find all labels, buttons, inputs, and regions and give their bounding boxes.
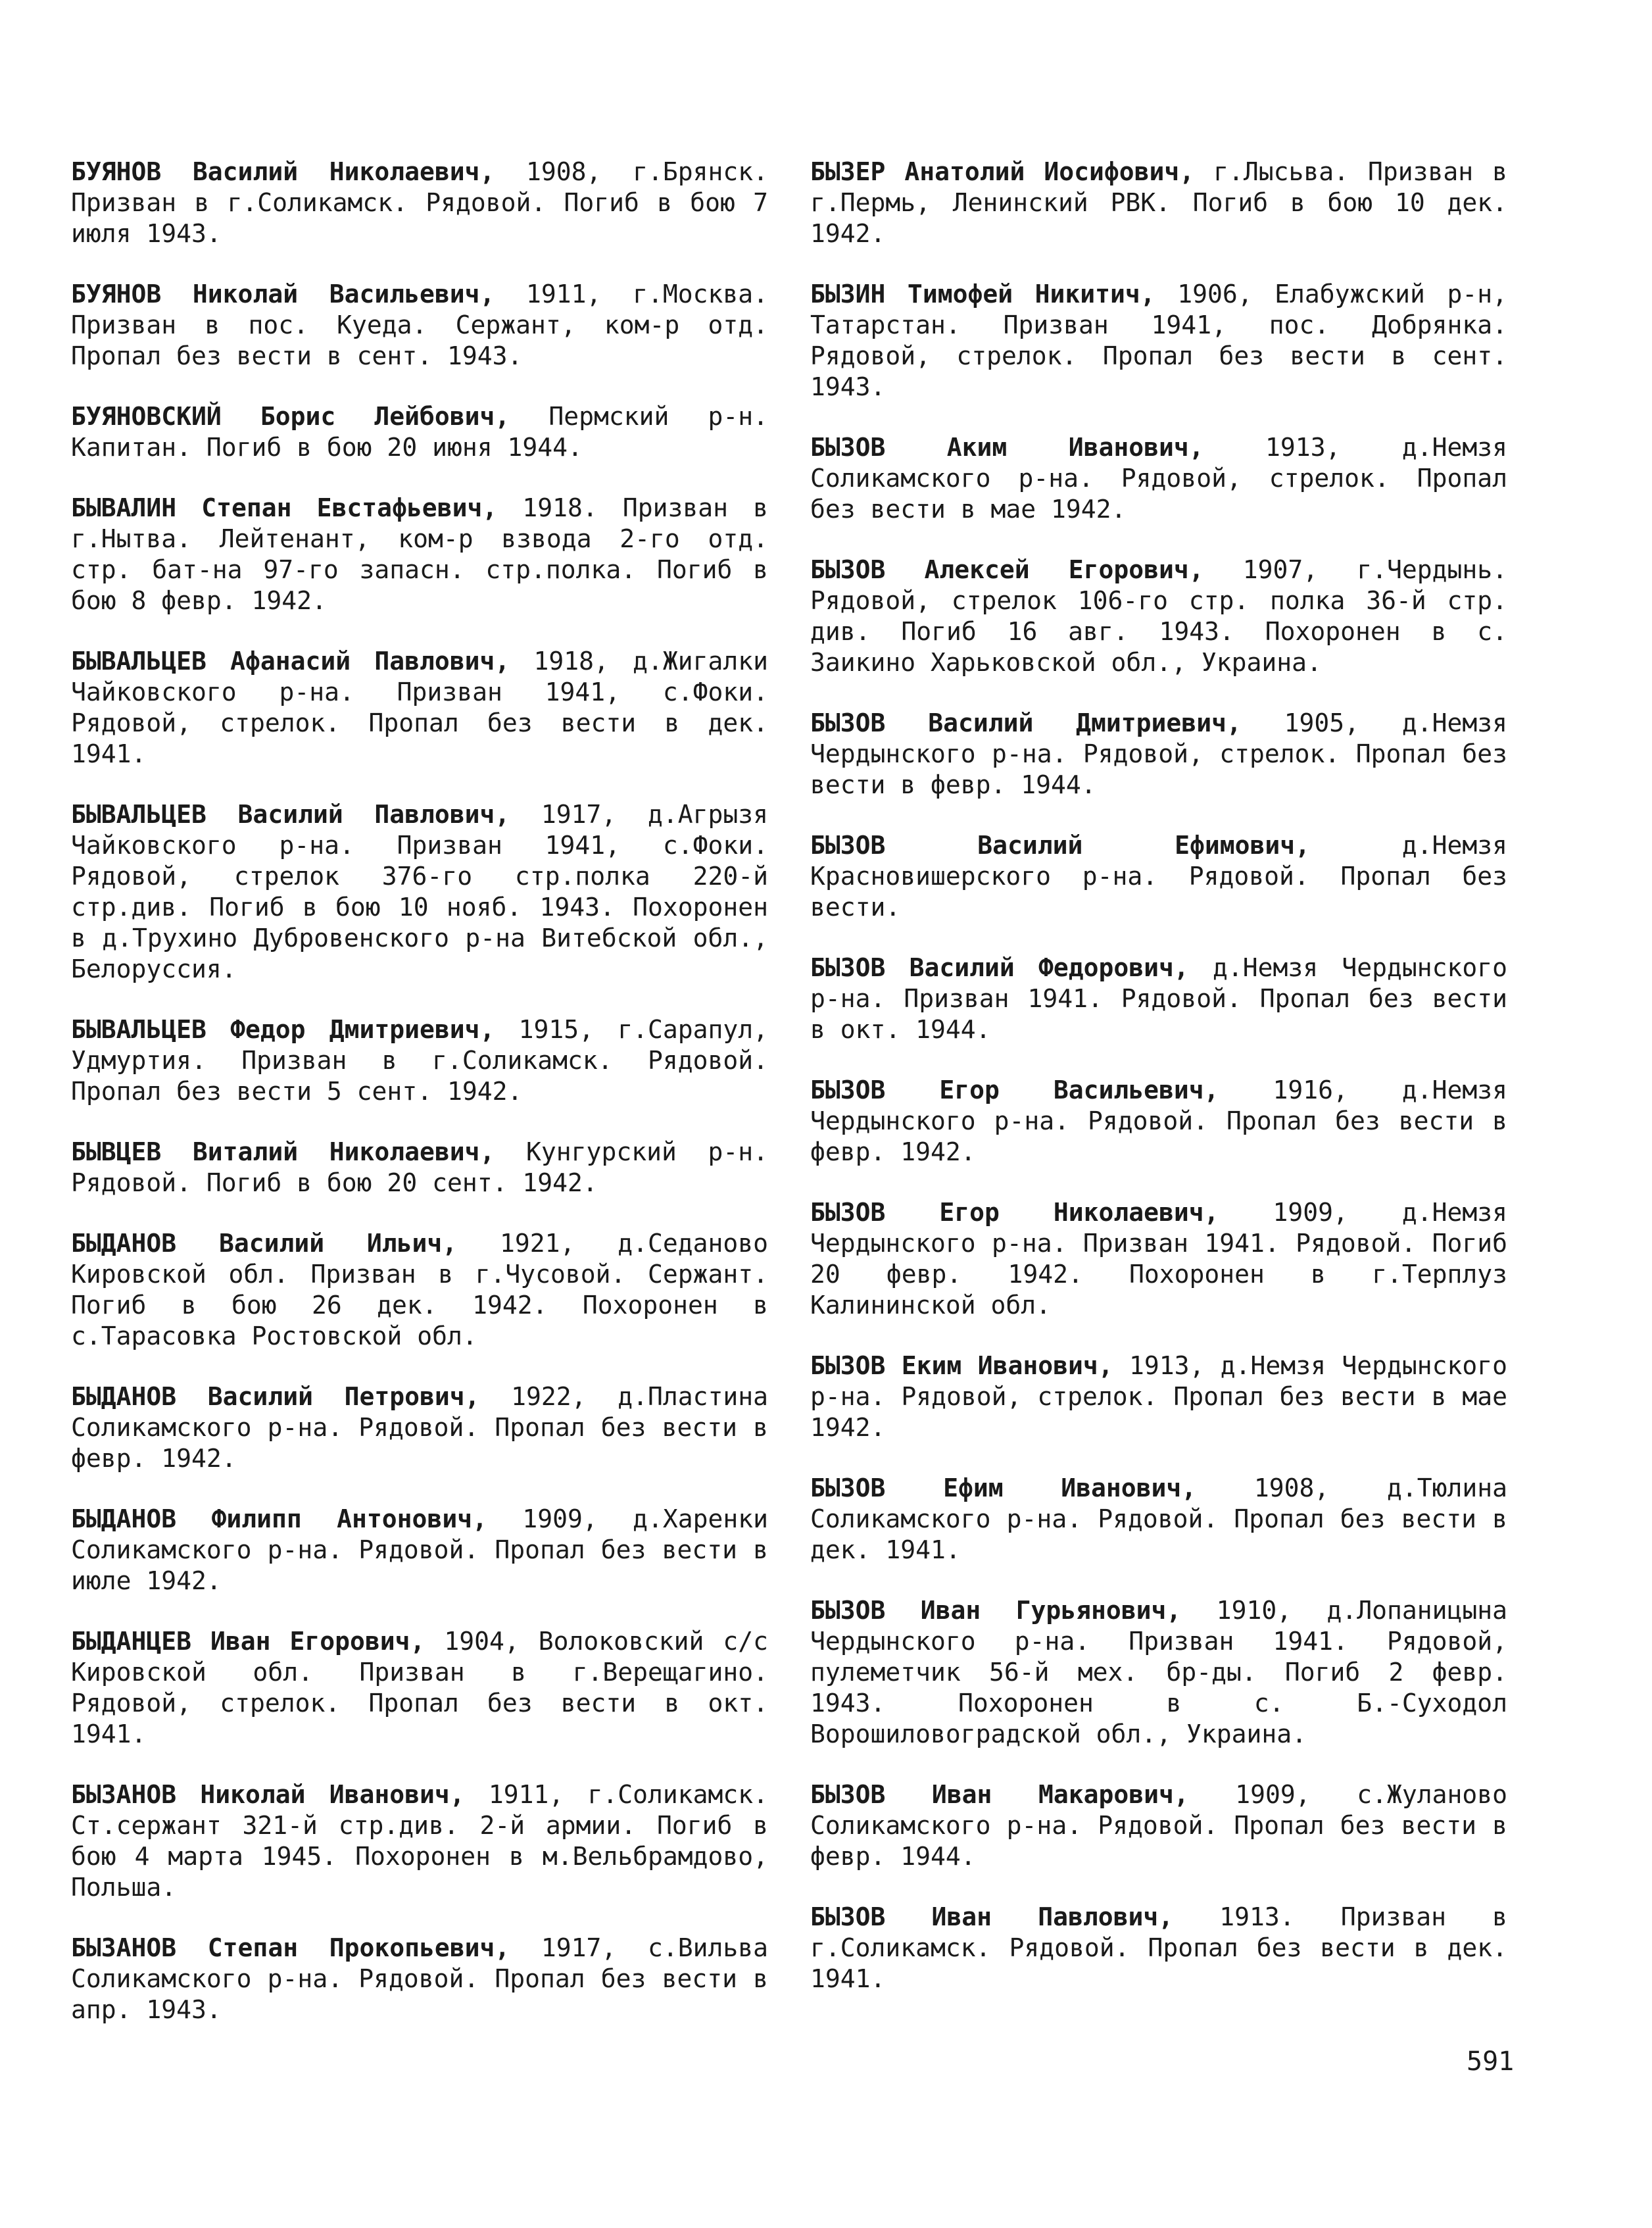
biography-entry bbox=[71, 157, 768, 249]
entry-name: БЫДАНЦЕВ Иван Егорович, bbox=[71, 1627, 425, 1656]
entry-name: БЫЗОВ Иван Павлович, bbox=[810, 1902, 1174, 1931]
entry-text: 1908, г.Брянск. Призван в г.Соликамск. Рядовой. Погиб в бою 7 июля 1943. bbox=[71, 157, 768, 248]
biography-entry bbox=[810, 555, 1507, 678]
biography-entry bbox=[810, 1473, 1507, 1566]
biography-entry bbox=[810, 1350, 1507, 1443]
biography-entry bbox=[810, 1075, 1507, 1168]
page-number: 591 bbox=[1467, 2046, 1515, 2077]
entry-name: БЫЗАНОВ Степан Прокопьевич, bbox=[71, 1933, 510, 1962]
entry-name: БУЯНОВ Василий Николаевич, bbox=[71, 157, 495, 186]
biography-entry bbox=[810, 432, 1507, 525]
biography-entry bbox=[71, 1504, 768, 1597]
entry-text: Пермский р-н. Капитан. Погиб в бою 20 июня 1944. bbox=[71, 402, 768, 462]
entry-text: 1917, с.Вильва Соликамского р-на. Рядовой. Пропал без вести в апр. 1943. bbox=[71, 1933, 768, 2024]
entry-text: 1911, г.Москва. Призван в пос. Куеда. Сержант, ком-р отд. Пропал без вести в сент. 1943. bbox=[71, 280, 768, 370]
entry-text: 1922, д.Пластина Соликамского р-на. Рядовой. Пропал без вести в февр. 1942. bbox=[71, 1382, 768, 1473]
entry-text: 1904, Волоковский с/с Кировской обл. Призван в г.Верещагино. Рядовой, стрелок. Пропал без вести в окт. 1941. bbox=[71, 1627, 768, 1748]
entry-name: БЫЗОВ Егор Николаевич, bbox=[810, 1198, 1219, 1227]
biography-entry bbox=[810, 830, 1507, 923]
entry-text: 1916, д.Немзя Чердынского р-на. Рядовой. Пропал без вести в февр. 1942. bbox=[810, 1076, 1507, 1166]
entry-text: 1918. Призван в г.Нытва. Лейтенант, ком-р взвода 2-го отд. стр. бат-на 97-го запасн. стр.полка. Погиб в бою 8 февр. 1942. bbox=[71, 493, 768, 615]
entry-name: БУЯНОВСКИЙ Борис Лейбович, bbox=[71, 402, 510, 431]
entry-name: БЫДАНОВ Василий Ильич, bbox=[71, 1229, 458, 1258]
entry-name: БЫДАНОВ Василий Петрович, bbox=[71, 1382, 480, 1411]
biography-entry bbox=[71, 279, 768, 372]
biography-entry bbox=[810, 1595, 1507, 1750]
biography-entry bbox=[810, 157, 1507, 249]
entry-name: БЫЗИН Тимофей Никитич, bbox=[810, 280, 1155, 309]
entry-name: БЫЗОВ Алексей Егорович, bbox=[810, 555, 1204, 584]
biography-entry bbox=[71, 646, 768, 770]
entry-text: 1913, д.Немзя Чердынского р-на. Рядовой, стрелок. Пропал без вести в мае 1942. bbox=[810, 1351, 1508, 1442]
entry-name: БЫВАЛИН Степан Евстафьевич, bbox=[71, 493, 498, 522]
right-column bbox=[810, 157, 1507, 2024]
biography-entry bbox=[71, 1381, 768, 1474]
biography-entry bbox=[810, 953, 1507, 1045]
entry-name: БЫВАЛЬЦЕВ Афанасий Павлович, bbox=[71, 647, 510, 676]
biography-entry bbox=[810, 279, 1507, 403]
biography-entry bbox=[810, 708, 1507, 801]
biography-entry bbox=[71, 1228, 768, 1352]
entry-text: 1915, г.Сарапул, Удмуртия. Призван в г.Соликамск. Рядовой. Пропал без вести 5 сент. 1942. bbox=[71, 1015, 768, 1106]
entry-text: 1921, д.Седаново Кировской обл. Призван в г.Чусовой. Сержант. Погиб в бою 26 дек. 1942. Похоронен в с.Тарасовка Ростовской обл. bbox=[71, 1229, 768, 1350]
entry-text: 1906, Елабужский р-н, Татарстан. Призван 1941, пос. Добрянка. Рядовой, стрелок. Пропал без вести в сент. 1943. bbox=[810, 280, 1507, 401]
entry-name: БЫЗОВ Василий Дмитриевич, bbox=[810, 708, 1242, 737]
entry-text: 1913. Призван в г.Соликамск. Рядовой. Пропал без вести в дек. 1941. bbox=[810, 1902, 1508, 1993]
biography-entry bbox=[71, 493, 768, 616]
biography-entry bbox=[71, 1014, 768, 1107]
entry-name: БЫЗОВ Иван Гурьянович, bbox=[810, 1596, 1182, 1625]
entry-name: БЫЗОВ Егор Васильевич, bbox=[810, 1076, 1219, 1104]
entry-text: 1913, д.Немзя Соликамского р-на. Рядовой, стрелок. Пропал без вести в мае 1942. bbox=[810, 433, 1508, 524]
entry-name: БЫЗОВ Иван Макарович, bbox=[810, 1780, 1189, 1809]
entry-text: г.Лысьва. Призван в г.Пермь, Ленинский РВК. Погиб в бою 10 дек. 1942. bbox=[810, 157, 1508, 248]
entry-text: 1917, д.Агрызя Чайковского р-на. Призван 1941, с.Фоки. Рядовой, стрелок 376-го стр.полка 220-й стр.див. Погиб в бою 10 нояб. 1943. Похоронен в д.Трухино Дубровенского р-на Витебской обл., Белоруссия. bbox=[71, 800, 768, 983]
entry-name: БЫДАНОВ Филипп Антонович, bbox=[71, 1504, 487, 1533]
entry-name: БЫВАЛЬЦЕВ Федор Дмитриевич, bbox=[71, 1015, 495, 1044]
biography-entry bbox=[810, 1779, 1507, 1872]
entry-name: БЫЗОВ Василий Федорович, bbox=[810, 953, 1189, 982]
entry-text: 1909, д.Харенки Соликамского р-на. Рядовой. Пропал без вести в июле 1942. bbox=[71, 1504, 768, 1595]
entry-text: д.Немзя Чердынского р-на. Призван 1941. Рядовой. Пропал без вести в окт. 1944. bbox=[810, 953, 1507, 1044]
left-column bbox=[71, 157, 768, 2055]
entry-name: БЫЗЕР Анатолий Иосифович, bbox=[810, 157, 1195, 186]
entry-name: БЫЗАНОВ Николай Иванович, bbox=[71, 1780, 465, 1809]
entry-text: д.Немзя Красновишерского р-на. Рядовой. Пропал без вести. bbox=[810, 831, 1507, 922]
entry-name: БЫВАЛЬЦЕВ Василий Павлович, bbox=[71, 800, 510, 829]
entry-name: БЫЗОВ Василий Ефимович, bbox=[810, 831, 1311, 860]
entry-text: 1908, д.Тюлина Соликамского р-на. Рядовой. Пропал без вести в дек. 1941. bbox=[810, 1473, 1508, 1564]
entry-name: БЫЗОВ Еким Иванович, bbox=[810, 1351, 1113, 1380]
biography-entry bbox=[810, 1902, 1507, 1994]
entry-text: 1909, с.Жуланово Соликамского р-на. Рядовой. Пропал без вести в февр. 1944. bbox=[810, 1780, 1507, 1871]
entry-name: БУЯНОВ Николай Васильевич, bbox=[71, 280, 495, 309]
biography-entry bbox=[71, 1779, 768, 1903]
entry-text: 1907, г.Чердынь. Рядовой, стрелок 106-го стр. полка 36-й стр. див. Погиб 16 авг. 1943. Похоронен в с. Заикино Харьковской обл., Украина. bbox=[810, 555, 1507, 677]
biography-entry bbox=[71, 1137, 768, 1199]
entry-name: БЫЗОВ Ефим Иванович, bbox=[810, 1473, 1197, 1502]
biography-entry bbox=[71, 799, 768, 985]
entry-name: БЫЗОВ Аким Иванович, bbox=[810, 433, 1204, 462]
biography-entry bbox=[810, 1197, 1507, 1321]
biography-entry bbox=[71, 1626, 768, 1750]
entry-text: Кунгурский р-н. Рядовой. Погиб в бою 20 сент. 1942. bbox=[71, 1137, 768, 1197]
entry-text: 1910, д.Лопаницына Чердынского р-на. Призван 1941. Рядовой, пулеметчик 56-й мех. бр-ды. Погиб 2 февр. 1943. Похоронен в с. Б.-Суходол Ворошиловоградской обл., Украина. bbox=[810, 1596, 1507, 1748]
biography-entry bbox=[71, 1933, 768, 2025]
biography-entry bbox=[71, 401, 768, 463]
entry-text: 1905, д.Немзя Чердынского р-на. Рядовой, стрелок. Пропал без вести в февр. 1944. bbox=[810, 708, 1507, 799]
entry-text: 1909, д.Немзя Чердынского р-на. Призван 1941. Рядовой. Погиб 20 февр. 1942. Похоронен в г.Терплуз Калининской обл. bbox=[810, 1198, 1507, 1320]
entry-text: 1918, д.Жигалки Чайковского р-на. Призван 1941, с.Фоки. Рядовой, стрелок. Пропал без вести в дек. 1941. bbox=[71, 647, 768, 768]
entry-text: 1911, г.Соликамск. Ст.сержант 321-й стр.див. 2-й армии. Погиб в бою 4 марта 1945. Похоронен в м.Вельбрамдово, Польша. bbox=[71, 1780, 769, 1902]
entry-name: БЫВЦЕВ Виталий Николаевич, bbox=[71, 1137, 495, 1166]
